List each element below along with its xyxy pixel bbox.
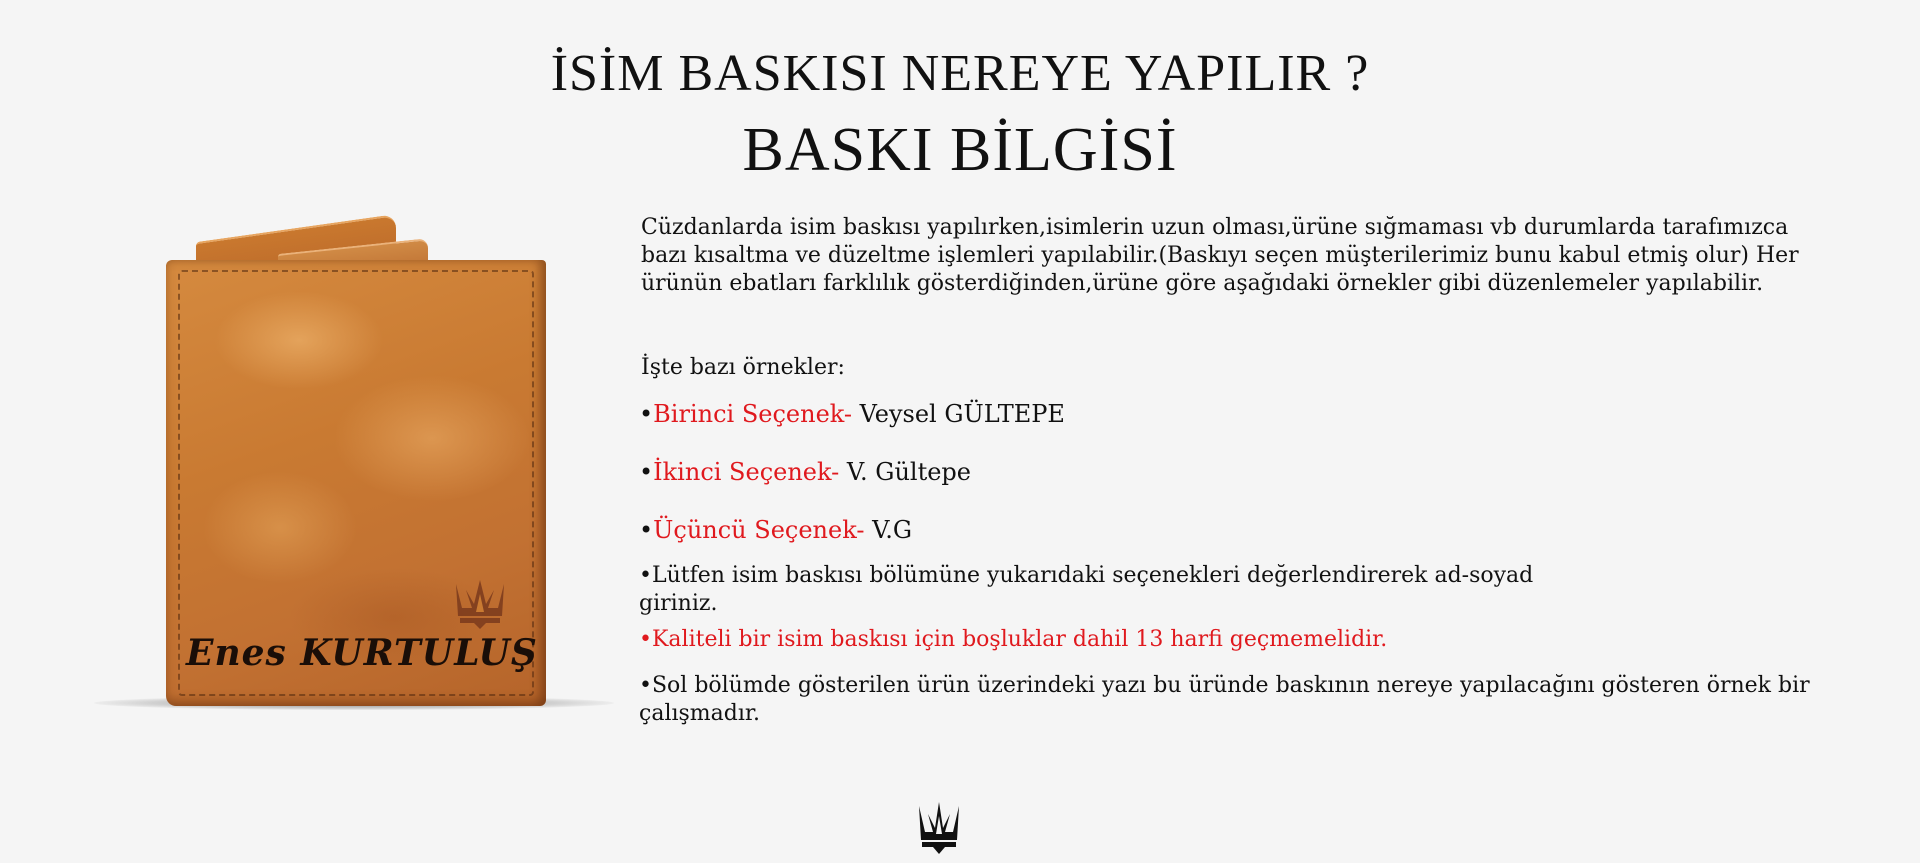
engraved-name: Enes KURTULUŞ — [186, 632, 538, 674]
wallet-cover — [166, 260, 546, 706]
option-value: V. Gültepe — [839, 458, 971, 486]
option-bullet: • — [639, 458, 654, 486]
option-label: Üçüncü Seçenek- — [653, 516, 865, 544]
trident-crown-icon — [452, 578, 508, 630]
note-enter-name: •Lütfen isim baskısı bölümüne yukarıdaki seçenekleri değerlendirerek ad-soyad giriniz. — [639, 563, 1534, 616]
option-value: V.G — [864, 516, 913, 544]
option-third — [639, 516, 912, 544]
option-second — [639, 458, 971, 486]
option-bullet: • — [639, 516, 654, 544]
option-bullet: • — [639, 400, 654, 428]
note-sample-print: •Sol bölümde gösterilen ürün üzerindeki yazı bu üründe baskının nereye yapılacağını gösteren örnek bir çalışmadır. — [639, 673, 1810, 726]
page-subtitle: BASKI BİLGİSİ — [742, 116, 1178, 184]
option-first — [639, 400, 1065, 428]
page-title: İSİM BASKISI NEREYE YAPILIR ? — [550, 45, 1370, 102]
option-label: İkinci Seçenek- — [653, 458, 840, 486]
note-character-limit: •Kaliteli bir isim baskısı için boşluklar dahil 13 harfi geçmemelidir. — [639, 627, 1388, 652]
intro-text: Cüzdanlarda isim baskısı yapılırken,isimlerin uzun olması,ürüne sığmaması vb durumlarda tarafımızca bazı kısaltma ve düzeltme işlemleri yapılabilir.(Baskıyı seçen müşterilerimiz bunu kabul etmiş olur) Her ürünün ebatları farklılık gösterdiğinden,ürüne göre aşağıdaki örnekler gibi düzenlemeler yapılabilir. — [641, 215, 1799, 296]
option-label: Birinci Seçenek- — [653, 400, 852, 428]
print-info — [639, 214, 1871, 726]
trident-crown-icon — [916, 802, 962, 854]
examples-title: İşte bazı örnekler: — [641, 355, 845, 380]
product-image — [88, 218, 618, 718]
option-value: Veysel GÜLTEPE — [852, 400, 1065, 428]
